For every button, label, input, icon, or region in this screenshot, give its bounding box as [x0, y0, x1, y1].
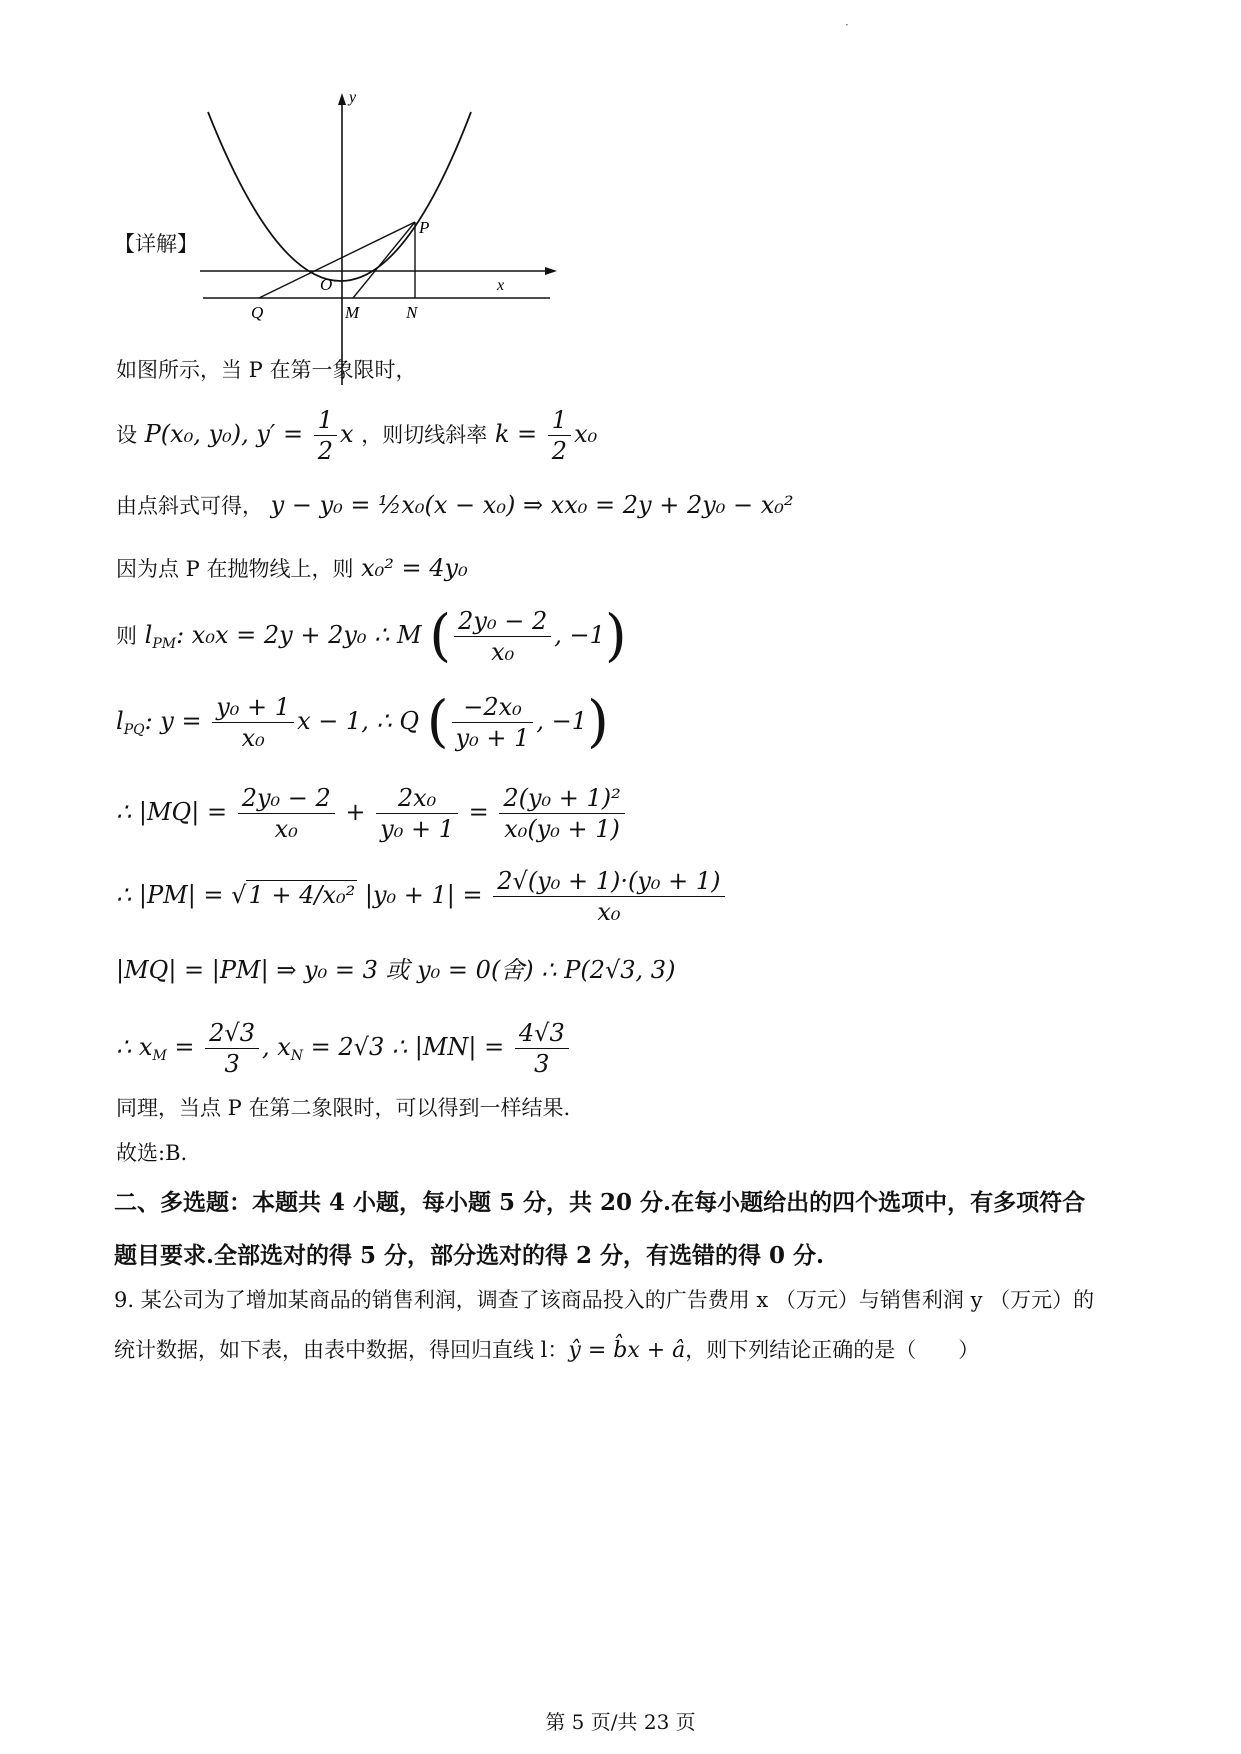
question-9-line-1: 9. 某公司为了增加某商品的销售利润，调查了该商品投入的广告费用 x （万元）与销售利润 y （万元）的 — [114, 1288, 1095, 1312]
l5-frac: $\frac{\text{2y₀ − 2}}{\text{x₀}}$ — [454, 606, 551, 667]
math-line-7 — [116, 783, 1181, 844]
l5-sub: PM — [152, 636, 177, 652]
l2-pre: 设 — [116, 423, 137, 447]
l3-pre: 由点斜式可得， — [116, 494, 263, 518]
label-m: M — [345, 303, 360, 322]
l7-eq: = — [460, 798, 497, 826]
l5-eq: : x₀x = 2y + 2y₀ ∴ M — [176, 621, 422, 649]
l2-derivative: y′ = — [256, 420, 311, 448]
label-p: P — [419, 218, 430, 237]
parabola-curve — [208, 112, 471, 281]
text-line-12: 故选:B. — [116, 1141, 188, 1165]
question-9-line-2 — [114, 1335, 1181, 1366]
l3-formula: y − y₀ = ½x₀(x − x₀) ⇒ xx₀ = 2y + 2y₀ − x₀² — [270, 491, 794, 519]
l2-kx: x₀ — [574, 420, 598, 448]
l6-mid: x − 1, ∴ Q — [297, 707, 420, 735]
section-title-line-2: 题目要求.全部选对的得 5 分，部分选对的得 2 分，有选错的得 0 分. — [114, 1242, 825, 1269]
header-mark: · — [845, 18, 849, 32]
l10-frac1: $\frac{2√3}{3}$ — [205, 1018, 259, 1079]
l6-eq: : y = — [144, 707, 210, 735]
label-y: y — [349, 90, 357, 106]
math-line-9 — [116, 955, 1181, 985]
l10-mn: = 2√3 ∴ |MN| = — [303, 1033, 512, 1061]
l10-frac2: $\frac{4√3}{3}$ — [515, 1018, 569, 1079]
l6-sub: PQ — [123, 722, 145, 738]
l8-root: 1 + 4/x₀² — [248, 881, 356, 909]
math-line-2: 设 P(x₀, y₀), y′ = $\frac{1}{2}$ x ，则切线斜率 k = $\frac{1}{2}$ x₀ — [116, 406, 598, 465]
l5-l: l — [144, 621, 153, 649]
l7-lhs: ∴ |MQ| = — [116, 798, 235, 826]
label-q: Q — [251, 303, 264, 322]
page-footer: 第 5 页/共 23 页 — [545, 1710, 696, 1734]
l6-l: l — [116, 707, 124, 735]
math-line-6: $l_{PQ}$: y = $\frac{\text{y₀ + 1}}{\text{x₀}}$ x − 1, ∴ Q ( $\frac{\text{−2x₀}}{\text{y₀ + 1}}$ , −1) — [116, 689, 609, 755]
l10-xm: ∴ x — [116, 1033, 153, 1061]
label-x: x — [497, 277, 505, 294]
l8-lhs: ∴ |PM| = — [116, 881, 232, 909]
l7-plus: + — [337, 798, 374, 826]
math-line-8: ∴ |PM| = √1 + 4/x₀² |y₀ + 1| = $\frac{\text{2√(y₀ + 1)·(y₀ + 1)}}{\text{x₀}}$ — [116, 866, 1181, 927]
label-n: N — [406, 303, 418, 322]
l9-formula: |MQ| = |PM| ⇒ y₀ = 3 或 y₀ = 0(舍) ∴ P(2√3, 3) — [116, 956, 676, 984]
l8-mid: |y₀ + 1| = — [364, 881, 491, 909]
x-axis-arrow — [545, 267, 557, 275]
l2-half: $\frac{1}{2}$ — [314, 405, 337, 466]
l10-eq1: = — [166, 1033, 203, 1061]
l4-pre: 因为点 P 在抛物线上，则 — [116, 557, 354, 581]
line-mp — [353, 222, 415, 298]
q9-line2-post: ，则下列结论正确的是（ ） — [685, 1338, 980, 1362]
math-line-10 — [116, 1018, 1181, 1079]
l7-frac1: $\frac{\text{2y₀ − 2}}{\text{x₀}}$ — [238, 783, 335, 844]
l6-tail: , −1 — [536, 707, 588, 735]
l2-k-half: $\frac{1}{2}$ — [548, 405, 571, 466]
l6-frac2: $\frac{\text{−2x₀}}{\text{y₀ + 1}}$ — [452, 692, 534, 753]
tangent-line-qp — [259, 222, 415, 298]
section-title-line-1: 二、多选题：本题共 4 小题，每小题 5 分，共 20 分.在每小题给出的四个选项中，有多项符合 — [114, 1189, 1086, 1216]
l7-frac3: $\frac{\text{2(y₀ + 1)²}}{\text{x₀(y₀ + 1)}}$ — [499, 783, 624, 844]
q9-line2-pre: 统计数据，如下表，由表中数据，得回归直线 l： — [114, 1338, 569, 1362]
text-line-11: 同理，当点 P 在第二象限时，可以得到一样结果. — [116, 1096, 571, 1120]
l6-frac1: $\frac{\text{y₀ + 1}}{\text{x₀}}$ — [212, 692, 294, 753]
detail-label: 【详解】 — [114, 232, 198, 256]
l5-tail: , −1 — [554, 621, 605, 649]
l7-frac2: $\frac{\text{2x₀}}{\text{y₀ + 1}}$ — [376, 783, 458, 844]
q9-regression-formula: ŷ = b̂x + â — [568, 1338, 686, 1363]
math-line-3 — [116, 490, 1181, 521]
parabola-figure — [195, 90, 575, 390]
l10-sub-m: M — [152, 1048, 167, 1064]
y-axis-arrow — [338, 93, 346, 105]
l10-sub-n: N — [290, 1048, 304, 1064]
l4-formula: x₀² = 4y₀ — [361, 554, 468, 582]
text-line-1: 如图所示，当 P 在第一象限时， — [116, 358, 417, 382]
l2-x: x — [340, 420, 354, 448]
math-line-4 — [116, 553, 1181, 584]
l8-frac: $\frac{\text{2√(y₀ + 1)·(y₀ + 1)}}{\text{x₀}}$ — [493, 866, 724, 927]
label-o: O — [320, 275, 333, 294]
l2-point-p: P(x₀, y₀) — [144, 420, 242, 448]
math-line-5: 则 $l_{PM}$: x₀x = 2y + 2y₀ ∴ M ( $\frac{\text{2y₀ − 2}}{\text{x₀}}$ , −1) — [116, 603, 627, 669]
l2-mid: ，则切线斜率 — [361, 423, 488, 447]
l2-k: k = — [494, 420, 545, 448]
l5-pre: 则 — [116, 624, 137, 648]
l10-xn: , x — [262, 1033, 291, 1061]
